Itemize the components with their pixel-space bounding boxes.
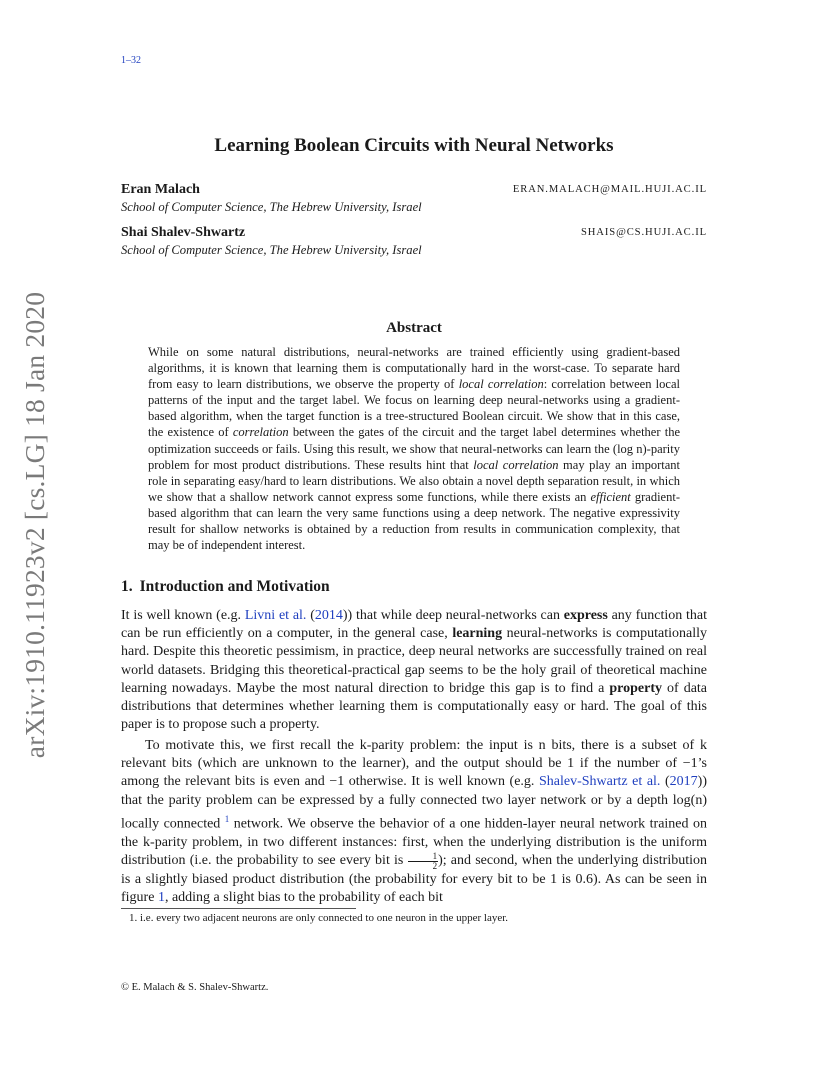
body-text: any function that can be run efficiently on a computer, in the general case,	[121, 608, 708, 642]
bold-term: express	[563, 608, 608, 623]
abstract-text: between the gates of the circuit and the target label determines whether the optimization succeeds or fails. Using this result, we show that neural-networks can learn the (log n)-parity problem for most product distributions. These results hint that	[148, 425, 681, 472]
body-text: (	[660, 774, 670, 790]
body-paragraph-2	[121, 737, 707, 907]
author-email-2: SHAIS@CS.HUJI.AC.IL	[580, 227, 707, 238]
abstract-heading: Abstract	[386, 320, 442, 336]
citation-link[interactable]: Livni et al.	[244, 608, 307, 623]
abstract-text: may play an important role in separating easy/hard to learn distributions. We also obtain a novel depth separation result, in which we show that a shallow network cannot express some functions, while there exists an	[148, 457, 680, 504]
body-text: (	[306, 608, 315, 623]
body-text: ); and second, when the underlying distribution is a slightly biased product distribution (the probability for every bit to be 1 is 0.6). As can be seen in figure	[121, 852, 707, 906]
abstract-text: gradient-based algorithm that can learn the very same functions using a deep network. The negative expressivity result for shallow networks is obtained by a reduction from results in communication complexity, that may be of independent interest.	[148, 489, 680, 553]
abstract-text: : correlation between local patterns of the input and the target label. We focus on learning deep neural-networks using a gradient-based algorithm, when the target function is a tree-structured Boolean circuit. We show that in this case, the existence of	[148, 377, 680, 440]
section-title: Introduction and Motivation	[139, 578, 330, 595]
copyright-notice: © E. Malach & S. Shalev-Shwartz.	[121, 982, 269, 993]
abstract-emphasis: local correlation	[473, 457, 559, 472]
author-affiliation-2: School of Computer Science, The Hebrew University, Israel	[121, 243, 422, 257]
author-affiliation-1: School of Computer Science, The Hebrew University, Israel	[121, 200, 422, 214]
body-text: , adding a slight bias to the probability of each bit	[164, 890, 443, 906]
author-name-2: Shai Shalev-Shwartz	[121, 225, 246, 240]
body-text: )) that the parity problem can be expressed by a fully connected two layer network or by a depth log(n) locally connected	[121, 774, 707, 832]
abstract-text: While on some natural distributions, neural-networks are trained efficiently using gradient-based algorithms, it is known that learning them is computationally hard in the worst-case. To separate hard from easy to learn distributions, we observe the property of	[148, 345, 680, 392]
footnote: 1. i.e. every two adjacent neurons are only connected to one neuron in the upper layer.	[129, 912, 509, 924]
body-paragraph-1	[121, 607, 707, 734]
abstract-emphasis: correlation	[232, 425, 289, 440]
bold-term: property	[609, 680, 663, 696]
abstract-emphasis: efficient	[590, 489, 631, 504]
body-text: To motivate this, we first recall the k-parity problem: the input is n bits, there is a subset of k relevant bits (which are unknown to the learner), and the output should be 1 if the number of −1’s among the relevant bits is even and −1 otherwise. It is well known (e.g.	[121, 738, 707, 790]
author-name-1: Eran Malach	[121, 182, 200, 197]
body-text: It is well known (e.g.	[121, 608, 245, 623]
figure-ref-link[interactable]: 1	[157, 890, 165, 906]
arxiv-stamp-text: arXiv:1910.11923v2 [cs.LG] 18 Jan 2020	[19, 291, 50, 759]
section-heading	[121, 578, 337, 596]
body-text: of data distributions that determines whether learning them is computationally easy or hard. The goal of this paper is to propose such a property.	[121, 680, 708, 733]
bold-term: learning	[452, 626, 503, 642]
fraction	[408, 852, 439, 871]
paper-title: Learning Boolean Circuits with Neural Networks	[214, 135, 614, 156]
abstract-body	[148, 344, 680, 553]
body-text: network. We observe the behavior of a one hidden-layer neural network trained on the k-parity problem, in two different instances: first, when the underlying distribution is the uniform distribution (i.e. the probability to see every bit is	[121, 816, 707, 868]
page-range: 1–32	[121, 55, 141, 66]
body-text: )) that while deep neural-networks can	[342, 608, 564, 623]
citation-year-link[interactable]: 2017	[669, 774, 698, 790]
section-number: 1.	[121, 578, 133, 595]
footnote-divider	[121, 908, 356, 909]
arxiv-stamp	[10, 292, 60, 758]
abstract-emphasis: local correlation	[458, 377, 544, 392]
footnote-marker[interactable]: 1	[224, 813, 230, 824]
author-email-1: ERAN.MALACH@MAIL.HUJI.AC.IL	[512, 184, 707, 195]
fraction-numerator: 1	[408, 852, 439, 862]
fraction-denominator: 2	[432, 860, 438, 871]
body-text: neural-networks is computationally hard. Despite this theoretic pessimism, in practice, deep neural networks are successfully trained on real world datasets. Bridging this theoretical-practical gap seems to be the holy grail of theoretical machine learning nowadays. Maybe the most natural direction to bridge this gap is to find a	[121, 626, 707, 696]
citation-link[interactable]: Shalev-Shwartz et al.	[538, 774, 661, 790]
citation-year-link[interactable]: 2014	[314, 608, 343, 623]
